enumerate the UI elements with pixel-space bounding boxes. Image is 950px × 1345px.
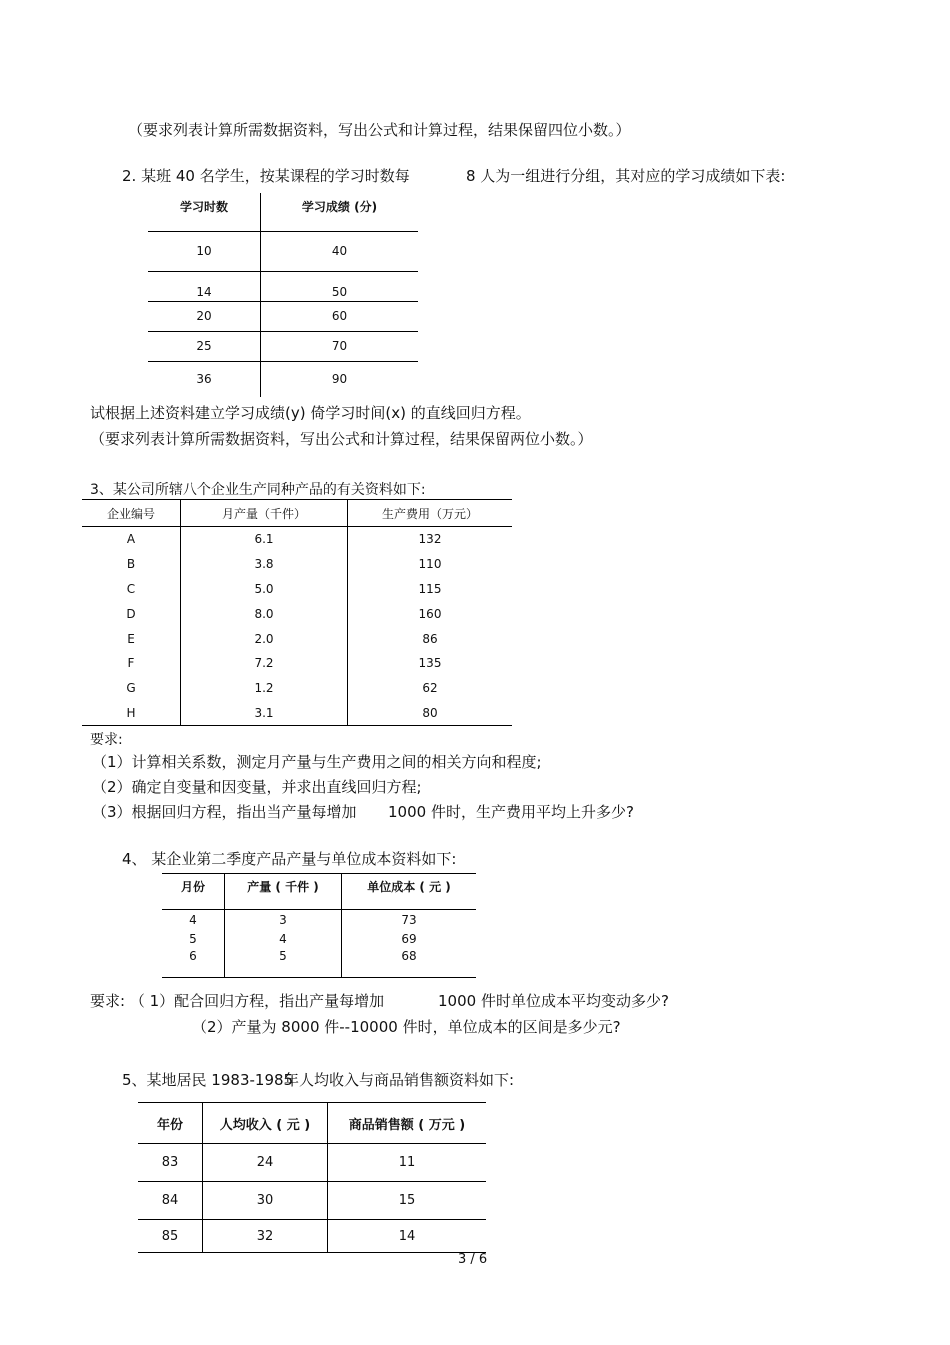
q2-table [148, 193, 418, 397]
q3-req-3a: （3）根据回归方程，指出当产量每增加 [92, 803, 357, 821]
table-cell: E [82, 626, 181, 651]
table-row [148, 361, 418, 397]
table-cell: 40 [261, 231, 419, 271]
q5-intro-a: 5、某地居民 1983-1985 [122, 1071, 294, 1089]
table-cell: 60 [261, 301, 419, 331]
table-row [82, 601, 512, 626]
table-row [138, 1144, 486, 1182]
table-row [138, 1220, 486, 1253]
table-row [82, 626, 512, 651]
table-cell: 8.0 [181, 601, 348, 626]
q5-table [138, 1102, 486, 1253]
table-header: 商品销售额 ( 万元 ) [328, 1103, 487, 1144]
table-cell: 115 [418, 581, 442, 596]
q4-intro: 4、 某企业第二季度产品产量与单位成本资料如下: [122, 850, 457, 868]
table-cell: 73 [401, 912, 417, 927]
table-row [138, 1182, 486, 1220]
table-cell: 10 [148, 231, 261, 271]
table-cell: 69 [401, 932, 417, 947]
table-header: 企业编号 [82, 500, 181, 527]
table-row [148, 271, 418, 301]
table-cell: 14 [398, 1228, 416, 1244]
table-cell: 20 [148, 301, 261, 331]
table-cell: 84 [138, 1182, 203, 1220]
table-cell: 5.0 [181, 577, 348, 602]
table-cell: A [82, 527, 181, 552]
table-cell: 68 [401, 949, 417, 963]
table-row [148, 231, 418, 271]
table-cell: C [82, 577, 181, 602]
table-row [148, 331, 418, 361]
page-number: 3 / 6 [458, 1252, 488, 1267]
table-cell: 1.2 [181, 676, 348, 701]
table-row [148, 301, 418, 331]
q4-req-2: （2）产量为 8000 件--10000 件时，单位成本的区间是多少元? [192, 1018, 621, 1036]
table-row [82, 577, 512, 602]
q2-intro-a: 2. 某班 40 名学生，按某课程的学习时数每 [122, 167, 410, 185]
table-header: 月产量（千件） [181, 500, 348, 527]
table-row [82, 552, 512, 577]
table-header: 产量 ( 千件 ) [225, 874, 342, 910]
table-header: 学习成绩 (分) [261, 193, 419, 231]
table-header: 月份 [162, 874, 225, 910]
table-cell: 3 [225, 910, 342, 930]
table-row [82, 651, 512, 676]
table-cell: 36 [148, 361, 261, 397]
table-cell: 15 [328, 1182, 487, 1220]
q4-req-1b: 1000 件时单位成本平均变动多少? [438, 992, 669, 1010]
q3-req-2: （2）确定自变量和因变量，并求出直线回归方程; [92, 778, 422, 796]
table-cell: 30 [203, 1182, 328, 1220]
q3-req-3b: 1000 件时，生产费用平均上升多少? [388, 803, 634, 821]
table-cell: 32 [203, 1220, 328, 1253]
table-cell: D [82, 601, 181, 626]
table-cell: 4 [225, 930, 342, 950]
q4-req-1a: 要求: （ 1）配合回归方程，指出产量每增加 [90, 992, 385, 1010]
table-row [162, 910, 476, 930]
q3-req-1: （1）计算相关系数，测定月产量与生产费用之间的相关方向和程度; [92, 753, 542, 771]
table-cell: 83 [138, 1144, 203, 1182]
table-cell: 14 [148, 271, 261, 301]
table-row [82, 701, 512, 726]
table-header: 年份 [138, 1103, 203, 1144]
table-row [162, 949, 476, 978]
table-cell: G [82, 676, 181, 701]
q2-intro-b: 8 人为一组进行分组，其对应的学习成绩如下表: [466, 167, 786, 185]
table-cell: B [82, 552, 181, 577]
table-cell: 132 [418, 532, 442, 547]
table-cell: 5 [162, 930, 225, 950]
table-row [82, 676, 512, 701]
table-cell: H [82, 701, 181, 726]
table-cell: 135 [418, 656, 442, 671]
q3-table [82, 499, 512, 726]
q2-text-1: 试根据上述资料建立学习成绩(y) 倚学习时间(x) 的直线回归方程。 [90, 404, 531, 422]
q2-text-2: （要求列表计算所需数据资料，写出公式和计算过程，结果保留两位小数。） [90, 430, 593, 448]
q3-intro: 3、某公司所辖八个企业生产同种产品的有关资料如下: [90, 482, 426, 498]
table-cell: 110 [418, 557, 442, 572]
q3-req-title: 要求: [90, 732, 123, 748]
table-cell: 80 [422, 705, 438, 720]
q4-table [162, 873, 476, 978]
table-cell: 85 [138, 1220, 203, 1253]
table-cell: F [82, 651, 181, 676]
table-header: 生产费用（万元） [348, 500, 513, 527]
table-cell: 86 [422, 631, 438, 646]
table-cell: 62 [422, 681, 438, 696]
table-row [162, 930, 476, 950]
q1-note: （要求列表计算所需数据资料，写出公式和计算过程，结果保留四位小数。） [128, 121, 631, 139]
table-cell: 50 [261, 271, 419, 301]
table-cell: 2.0 [181, 626, 348, 651]
table-cell: 7.2 [181, 651, 348, 676]
table-cell: 90 [331, 372, 348, 387]
table-cell: 6.1 [181, 527, 348, 552]
table-cell: 11 [328, 1144, 487, 1182]
table-cell: 160 [418, 606, 442, 621]
q5-intro-b: 年人均收入与商品销售额资料如下: [284, 1071, 515, 1089]
table-cell: 4 [162, 910, 225, 930]
table-row [82, 527, 512, 552]
table-cell: 25 [148, 331, 261, 361]
table-header: 学习时数 [148, 193, 261, 231]
table-cell: 3.8 [181, 552, 348, 577]
table-header: 单位成本 ( 元 ) [342, 874, 477, 910]
table-header: 人均收入 ( 元 ) [203, 1103, 328, 1144]
table-cell: 70 [261, 331, 419, 361]
table-cell: 3.1 [181, 701, 348, 726]
table-cell: 5 [225, 949, 342, 978]
table-cell: 24 [203, 1144, 328, 1182]
table-cell: 6 [162, 949, 225, 978]
